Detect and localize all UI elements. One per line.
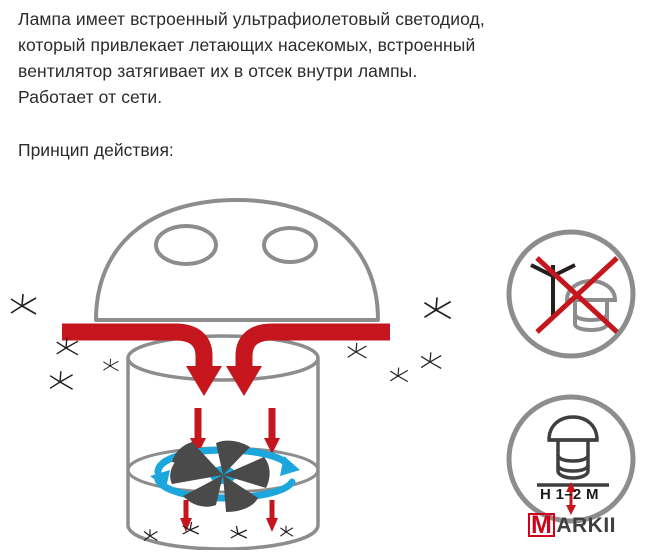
watermark-m: M	[528, 513, 555, 537]
section-subtitle: Принцип действия:	[18, 140, 174, 160]
no-outdoor-use-badge	[505, 228, 637, 360]
intro-line-1: Лампа имеет встроенный ультрафиолетовый светодиод,	[18, 9, 485, 29]
mounting-height-text: H 1–2 M	[540, 486, 599, 503]
intro-line-4: Работает от сети.	[18, 87, 163, 107]
lamp-dome	[96, 200, 378, 320]
intro-text-block	[18, 6, 618, 110]
intro-line-2: который привлекает летающих насекомых, встроенный	[18, 35, 476, 55]
intro-line-3: вентилятор затягивает их в отсек внутри лампы.	[18, 61, 418, 81]
watermark-rest: ARKII	[556, 514, 616, 537]
mounting-height-badge	[505, 393, 637, 525]
watermark	[528, 513, 616, 538]
